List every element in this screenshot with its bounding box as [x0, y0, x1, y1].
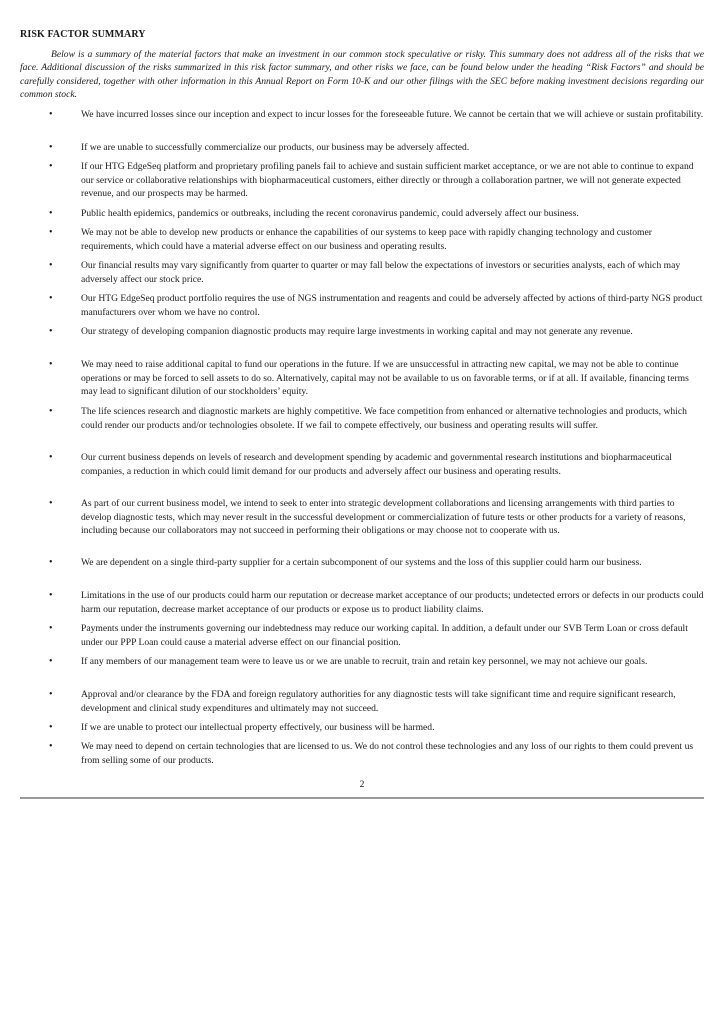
page-divider [20, 797, 704, 799]
intro-paragraph: Below is a summary of the material factors that make an investment in our common stock speculative or risky. This summary does not address all of the risks that we face. Additional discussion of the risks summarized in this risk factor summary, and other risks we face, can be found below under the heading “Risk Factors” and should be carefully considered, together with other information in this Annual Report on Form 10-K and our other filings with the SEC before making investment decisions regarding our common stock. [20, 49, 704, 100]
list-item-text: If any members of our management team were to leave us or we are unable to recruit, train and retain key personnel, we may not achieve our goals. [81, 656, 648, 667]
list-item-text: We may not be able to develop new products or enhance the capabilities of our systems to keep pace with rapidly changing technology and customer requirements, which could have a material adverse effect on our business and operating results. [81, 227, 652, 252]
bullet-icon: • [49, 656, 53, 667]
list-item-text: We may need to depend on certain technologies that are licensed to us. We do not control these technologies and any loss of our rights to them could prevent us from selling some of our products. [81, 741, 694, 766]
bullet-icon: • [49, 623, 53, 634]
bullet-icon: • [49, 557, 53, 568]
bullet-icon: • [49, 359, 53, 370]
bullet-icon: • [49, 260, 53, 271]
bullet-icon: • [49, 109, 53, 120]
bullet-icon: • [49, 452, 53, 463]
bullet-icon: • [49, 326, 53, 337]
bullet-icon: • [49, 689, 53, 700]
bullet-icon: • [49, 498, 53, 509]
list-item-text: Our HTG EdgeSeq product portfolio requires the use of NGS instrumentation and reagents and could be adversely affected by actions of third-party NGS product manufacturers over whom we have no control. [81, 293, 703, 318]
list-item-text: If we are unable to successfully commercialize our products, our business may be adversely affected. [81, 142, 470, 153]
bullet-icon: • [49, 741, 53, 752]
bullet-icon: • [49, 590, 53, 601]
list-item-text: We have incurred losses since our inception and expect to incur losses for the foreseeable future. We cannot be certain that we will achieve or sustain profitability. [81, 109, 704, 120]
list-item-text: Our current business depends on levels of research and development spending by academic and governmental research institutions and biopharmaceutical companies, a reduction in which could limit demand for our products and adversely affect our business and operating results. [81, 452, 672, 477]
list-item-text: We may need to raise additional capital to fund our operations in the future. If we are unsuccessful in attracting new capital, we may not be able to continue operations or may be forced to sell assets to do so. Alternatively, capital may not be available to us on favorable terms, or if at all. If available, financing terms may lead to significant dilution of our stockholders’ equity. [81, 359, 689, 397]
page-number: 2 [359, 779, 365, 790]
bullet-icon: • [49, 293, 53, 304]
list-item-text: Public health epidemics, pandemics or outbreaks, including the recent coronavirus pandemic, could adversely affect our business. [81, 208, 579, 219]
list-item-text: The life sciences research and diagnostic markets are highly competitive. We face competition from enhanced or alternative technologies and products, which could render our products and/or technologies obsolete. If we fail to compete effectively, our business and operating results will suffer. [81, 406, 687, 431]
list-item-text: As part of our current business model, we intend to seek to enter into strategic development collaborations and licensing arrangements with third parties to develop diagnostic tests, which may never result in the successful development or commercialization of future tests or other products for a variety of reasons, including because our collaborators may not succeed in performing their obligations or may choose not to cooperate with us. [81, 498, 686, 536]
list-item-text: Approval and/or clearance by the FDA and foreign regulatory authorities for any diagnostic tests will take significant time and require significant research, development and clinical study expenditures and ultimately may not succeed. [81, 689, 676, 714]
list-item-text: Payments under the instruments governing our indebtedness may reduce our working capital. In addition, a default under our SVB Term Loan or cross default under our PPP Loan could cause a material adverse effect on our financial position. [81, 623, 688, 648]
bullet-icon: • [49, 161, 53, 172]
list-item-text: If our HTG EdgeSeq platform and proprietary profiling panels fail to achieve and sustain sufficient market acceptance, or we are not able to continue to expand our service or collaborative relationships with biopharmaceutical customers, either directly or through a collaboration partner, we will not generate expected revenue, and our prospects may be harmed. [81, 161, 694, 199]
bullet-icon: • [49, 722, 53, 733]
list-item-text: Our financial results may vary significantly from quarter to quarter or may fall below the expectations of investors or securities analysts, each of which may adversely affect our stock price. [81, 260, 681, 285]
bullet-icon: • [49, 227, 53, 238]
list-item-text: We are dependent on a single third-party supplier for a certain subcomponent of our systems and the loss of this supplier could harm our business. [81, 557, 642, 568]
section-heading: RISK FACTOR SUMMARY [20, 29, 146, 40]
list-item-text: Limitations in the use of our products could harm our reputation or decrease market acceptance of our products; undetected errors or defects in our products could harm our reputation, decrease market acceptance of our products or expose us to product liability claims. [81, 590, 704, 615]
bullet-icon: • [49, 208, 53, 219]
list-item-text: If we are unable to protect our intellectual property effectively, our business will be harmed. [81, 722, 435, 733]
list-item-text: Our strategy of developing companion diagnostic products may require large investments in working capital and may not generate any revenue. [81, 326, 633, 337]
bullet-icon: • [49, 142, 53, 153]
bullet-icon: • [49, 406, 53, 417]
